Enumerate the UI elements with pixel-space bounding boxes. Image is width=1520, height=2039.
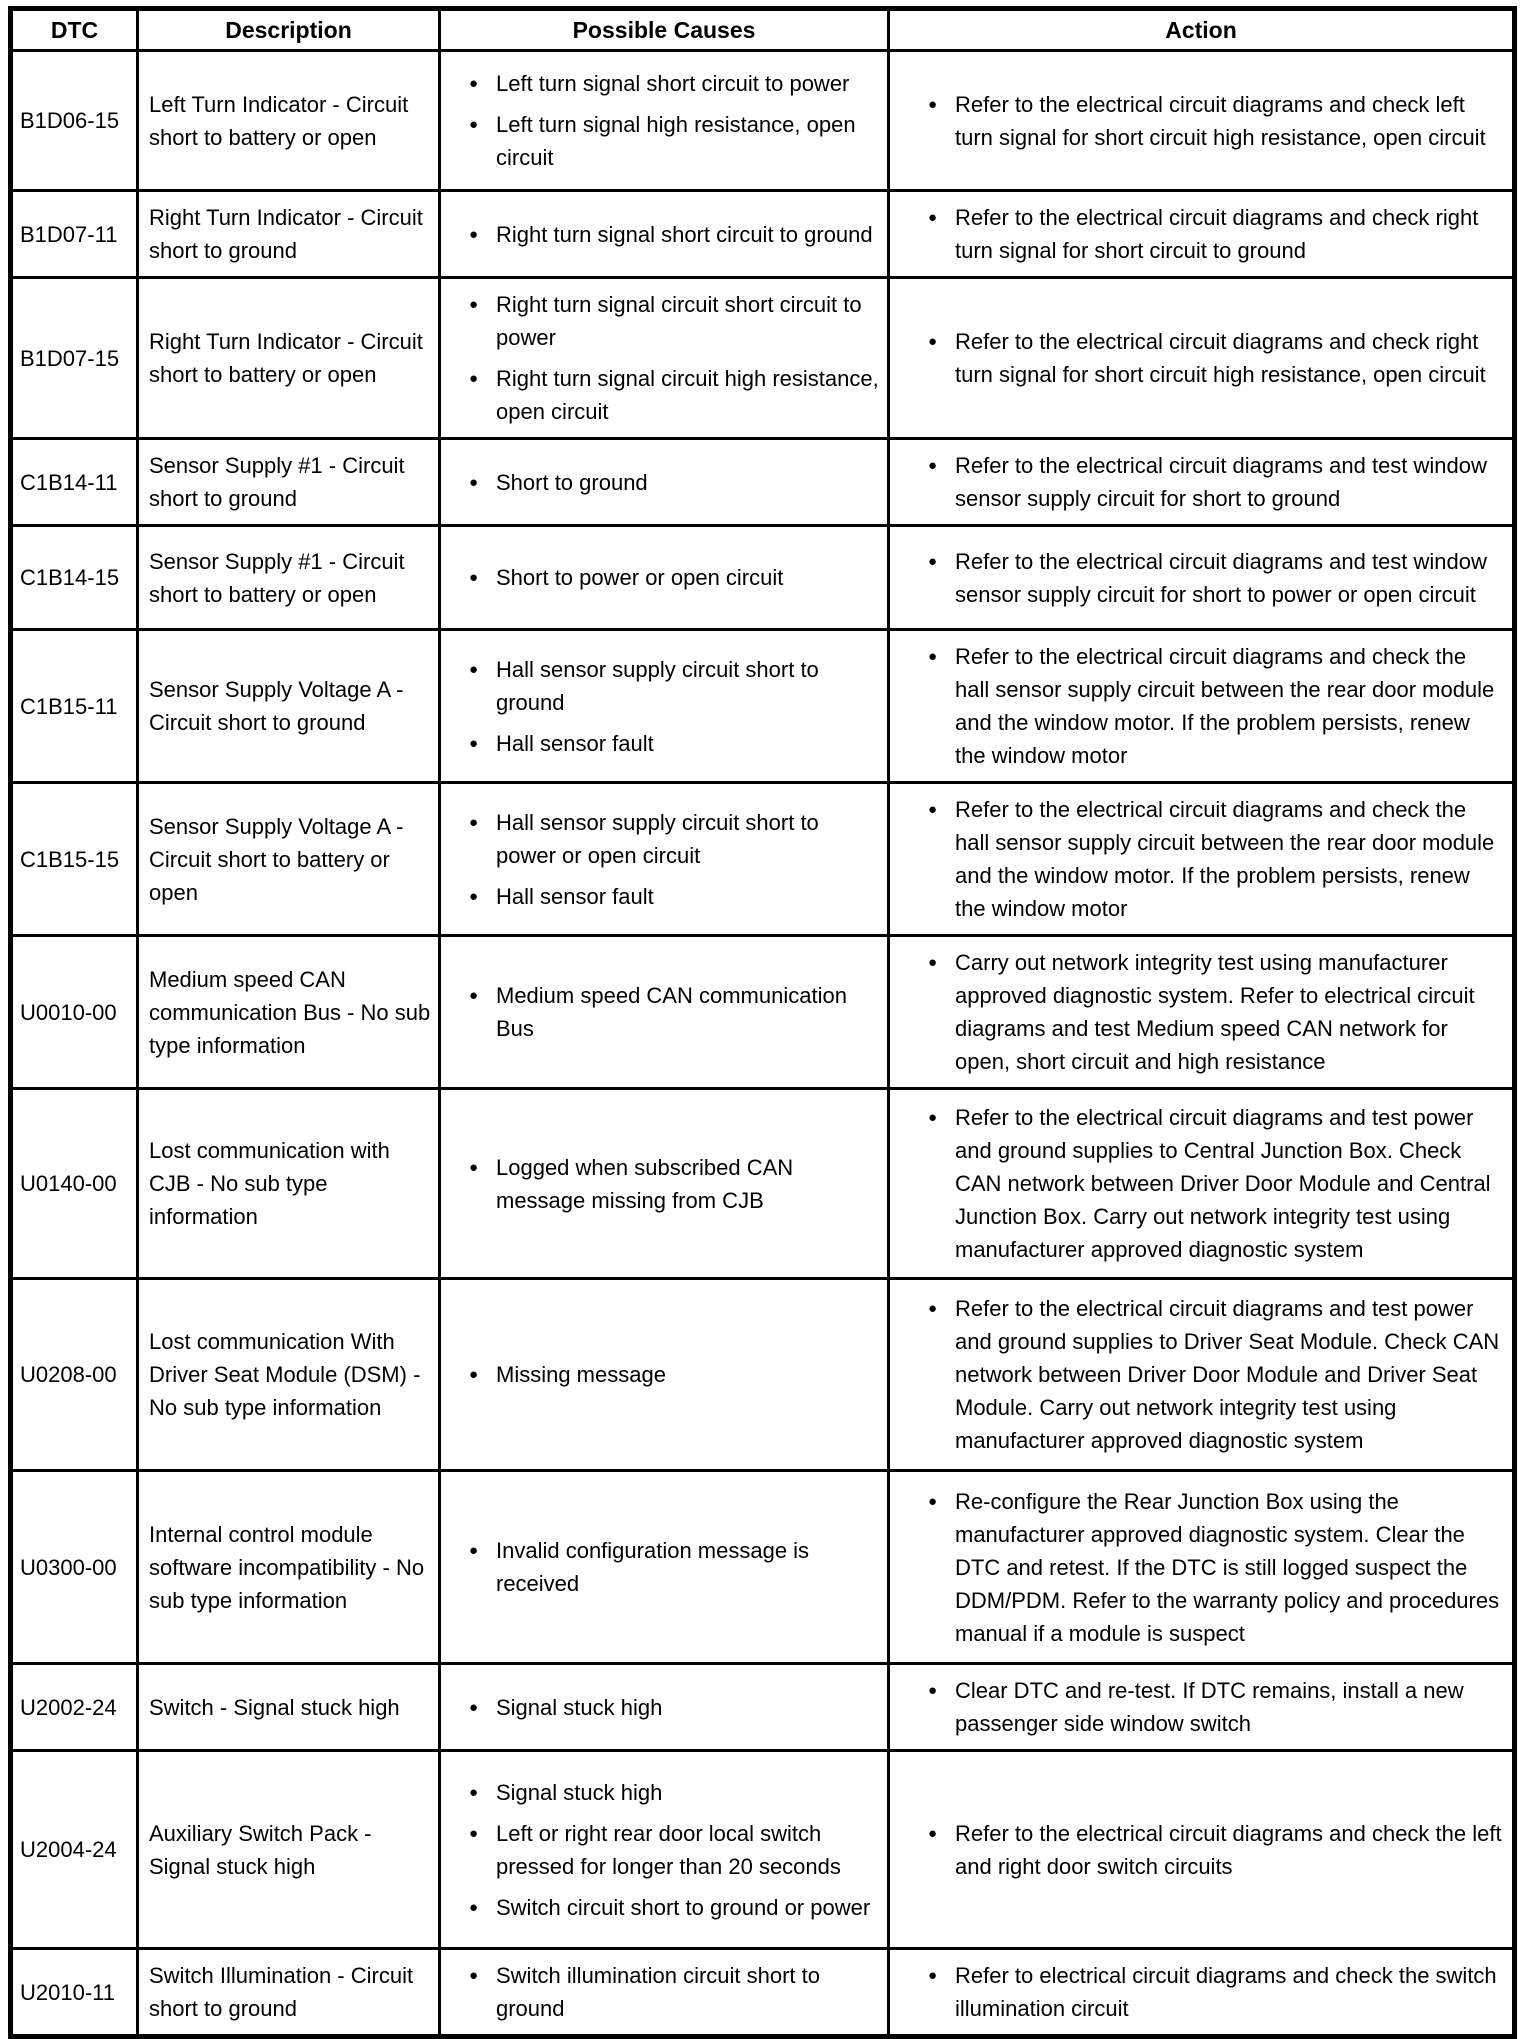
dtc-description: Sensor Supply #1 - Circuit short to battery or open xyxy=(138,526,440,630)
possible-cause xyxy=(441,561,883,594)
action-text: Refer to the electrical circuit diagrams and test window sensor supply circuit for short to ground xyxy=(955,453,1487,511)
bullet-icon: ● xyxy=(469,1698,479,1716)
dtc-code: C1B14-11 xyxy=(11,439,138,526)
dtc-description: Right Turn Indicator - Circuit short to ground xyxy=(138,191,440,278)
action xyxy=(890,1817,1504,1883)
column-header-action: Action xyxy=(889,9,1515,51)
possible-cause-text: Invalid configuration message is received xyxy=(496,1538,810,1596)
possible-cause-text: Missing message xyxy=(496,1362,666,1387)
action-cell xyxy=(889,783,1515,936)
bullet-icon: ● xyxy=(928,333,938,350)
dtc-description: Medium speed CAN communication Bus - No sub type information xyxy=(138,936,440,1089)
possible-cause-item xyxy=(441,727,883,760)
possible-cause-item xyxy=(441,653,883,719)
action-item xyxy=(890,1959,1504,2025)
action-text: Refer to the electrical circuit diagrams and check the hall sensor supply circuit between the rear door module and the window motor. If the problem persists, renew the window motor xyxy=(955,644,1495,768)
action-text: Refer to the electrical circuit diagrams and test power and ground supplies to Central Junction Box. Check CAN network between Driver Door Module and Central Junction Box. Carry out network integrity test using manufacturer approved diagnostic system xyxy=(955,1105,1491,1262)
action xyxy=(890,793,1504,925)
possible-causes-cell xyxy=(440,1664,889,1751)
action-text: Refer to the electrical circuit diagrams and check the hall sensor supply circuit between the rear door module and the window motor. If the problem persists, renew the window motor xyxy=(955,797,1495,921)
dtc-description: Switch Illumination - Circuit short to ground xyxy=(138,1949,440,2037)
bullet-icon: ● xyxy=(469,813,479,831)
action-text: Re-configure the Rear Junction Box using the manufacturer approved diagnostic system. Clear the DTC and retest. If the DTC is still logged suspect the DDM/PDM. Refer to the warranty policy and procedures manual if a module is suspect xyxy=(955,1488,1500,1646)
possible-cause-item xyxy=(441,1776,883,1809)
action-item xyxy=(890,545,1504,611)
action-item xyxy=(890,1485,1504,1650)
bullet-icon: ● xyxy=(469,1824,479,1842)
dtc-table-body xyxy=(11,51,1515,2037)
column-header-dtc: DTC xyxy=(11,9,138,51)
action-cell xyxy=(889,1664,1515,1751)
possible-causes-cell xyxy=(440,783,889,936)
bullet-icon: ● xyxy=(469,1542,479,1559)
possible-cause-text: Short to ground xyxy=(496,469,648,495)
action xyxy=(890,88,1504,154)
possible-cause-text: Signal stuck high xyxy=(496,1694,663,1720)
possible-causes-cell xyxy=(440,1949,889,2037)
table-row xyxy=(11,1949,1515,2037)
possible-causes-cell xyxy=(440,1751,889,1949)
possible-cause-text: Hall sensor supply circuit short to ground xyxy=(496,656,819,715)
possible-cause-item xyxy=(441,108,883,174)
bullet-icon: ● xyxy=(469,296,479,313)
bullet-icon: ● xyxy=(928,1300,938,1317)
bullet-icon: ● xyxy=(928,457,938,474)
dtc-code: U2002-24 xyxy=(11,1664,138,1751)
possible-causes-cell xyxy=(440,439,889,526)
possible-cause-text: Switch circuit short to ground or power xyxy=(496,1894,871,1920)
bullet-icon: ● xyxy=(469,734,479,752)
possible-cause-item xyxy=(441,1959,883,2025)
bullet-icon: ● xyxy=(928,552,938,570)
action-item xyxy=(890,449,1504,515)
action-text: Refer to the electrical circuit diagrams and check right turn signal for short circuit to ground xyxy=(955,205,1479,263)
possible-causes-cell xyxy=(440,630,889,783)
possible-cause-text: Left turn signal high resistance, open circuit xyxy=(496,112,856,170)
possible-causes-cell xyxy=(440,51,889,191)
possible-cause xyxy=(441,1534,883,1600)
dtc-description: Internal control module software incompatibility - No sub type information xyxy=(138,1471,440,1664)
possible-cause-item xyxy=(441,806,883,872)
action-item xyxy=(890,1101,1504,1266)
possible-cause-item xyxy=(441,362,883,428)
possible-causes-cell xyxy=(440,526,889,630)
dtc-description: Lost communication With Driver Seat Module (DSM) - No sub type information xyxy=(138,1279,440,1471)
possible-cause xyxy=(441,1691,883,1724)
action-item xyxy=(890,946,1504,1078)
action-item xyxy=(890,640,1504,772)
column-header-description: Description xyxy=(138,9,440,51)
dtc-table-header xyxy=(11,9,1515,51)
bullet-icon: ● xyxy=(928,1967,938,1984)
header-row xyxy=(11,9,1515,51)
action xyxy=(890,1292,1504,1457)
table-row xyxy=(11,278,1515,439)
action xyxy=(890,1959,1504,2025)
possible-cause-item xyxy=(441,1891,883,1924)
possible-causes-cell xyxy=(440,278,889,439)
dtc-description: Sensor Supply Voltage A - Circuit short to battery or open xyxy=(138,783,440,936)
action-text: Refer to the electrical circuit diagrams and check right turn signal for short circuit high resistance, open circuit xyxy=(955,329,1486,387)
action-item xyxy=(890,88,1504,154)
possible-cause-item xyxy=(441,1817,883,1883)
table-row xyxy=(11,1089,1515,1279)
possible-cause xyxy=(441,653,883,760)
action-text: Refer to electrical circuit diagrams and check the switch illumination circuit xyxy=(955,1963,1497,2021)
possible-cause-text: Left turn signal short circuit to power xyxy=(496,71,850,96)
dtc-description: Sensor Supply Voltage A - Circuit short to ground xyxy=(138,630,440,783)
dtc-code: U0010-00 xyxy=(11,936,138,1089)
dtc-code: B1D06-15 xyxy=(11,51,138,191)
possible-cause-text: Left or right rear door local switch pressed for longer than 20 seconds xyxy=(496,1820,841,1879)
dtc-code: U0300-00 xyxy=(11,1471,138,1664)
dtc-code: C1B15-15 xyxy=(11,783,138,936)
bullet-icon: ● xyxy=(469,116,479,133)
possible-cause-text: Medium speed CAN communication Bus xyxy=(496,983,847,1041)
possible-cause-item xyxy=(441,1534,883,1600)
table-row xyxy=(11,1751,1515,1949)
action xyxy=(890,449,1504,515)
action xyxy=(890,1485,1504,1650)
possible-cause-item xyxy=(441,880,883,913)
bullet-icon: ● xyxy=(928,1492,938,1510)
action xyxy=(890,201,1504,267)
possible-cause xyxy=(441,466,883,499)
action-item xyxy=(890,1817,1504,1883)
action-text: Clear DTC and re-test. If DTC remains, install a new passenger side window switch xyxy=(955,1678,1464,1736)
bullet-icon: ● xyxy=(469,1967,479,1984)
possible-cause xyxy=(441,806,883,913)
action-item xyxy=(890,1292,1504,1457)
action-item xyxy=(890,325,1504,391)
table-row xyxy=(11,630,1515,783)
action-item xyxy=(890,1674,1504,1740)
action-cell xyxy=(889,1949,1515,2037)
action-cell xyxy=(889,936,1515,1089)
possible-cause-item xyxy=(441,979,883,1045)
possible-cause-item xyxy=(441,1358,883,1391)
bullet-icon: ● xyxy=(469,370,479,387)
dtc-code: U0140-00 xyxy=(11,1089,138,1279)
possible-cause-text: Hall sensor fault xyxy=(496,883,654,909)
action-cell xyxy=(889,191,1515,278)
action xyxy=(890,545,1504,611)
action xyxy=(890,1101,1504,1266)
bullet-icon: ● xyxy=(928,209,938,226)
action-cell xyxy=(889,439,1515,526)
dtc-code: B1D07-11 xyxy=(11,191,138,278)
dtc-description: Sensor Supply #1 - Circuit short to ground xyxy=(138,439,440,526)
bullet-icon: ● xyxy=(469,473,479,491)
dtc-code: B1D07-15 xyxy=(11,278,138,439)
possible-causes-cell xyxy=(440,1471,889,1664)
bullet-icon: ● xyxy=(928,801,938,818)
action-item xyxy=(890,793,1504,925)
bullet-icon: ● xyxy=(928,1682,938,1699)
bullet-icon: ● xyxy=(928,954,938,971)
action-cell xyxy=(889,1471,1515,1664)
table-row xyxy=(11,1279,1515,1471)
bullet-icon: ● xyxy=(469,1898,479,1916)
action-cell xyxy=(889,526,1515,630)
action-cell xyxy=(889,278,1515,439)
possible-cause-text: Hall sensor supply circuit short to power or open circuit xyxy=(496,809,819,868)
action xyxy=(890,1674,1504,1740)
dtc-description: Switch - Signal stuck high xyxy=(138,1664,440,1751)
action-cell xyxy=(889,1751,1515,1949)
possible-cause xyxy=(441,1959,883,2025)
possible-cause-item xyxy=(441,288,883,354)
table-row xyxy=(11,191,1515,278)
possible-causes-cell xyxy=(440,1279,889,1471)
possible-cause xyxy=(441,1358,883,1391)
possible-cause-text: Short to power or open circuit xyxy=(496,565,784,590)
possible-cause-text: Hall sensor fault xyxy=(496,730,654,756)
dtc-description: Right Turn Indicator - Circuit short to battery or open xyxy=(138,278,440,439)
table-row xyxy=(11,526,1515,630)
possible-cause-text: Right turn signal short circuit to ground xyxy=(496,221,873,247)
dtc-description: Lost communication with CJB - No sub type information xyxy=(138,1089,440,1279)
dtc-code: C1B15-11 xyxy=(11,630,138,783)
dtc-code: U2010-11 xyxy=(11,1949,138,2037)
table-row xyxy=(11,783,1515,936)
action-text: Refer to the electrical circuit diagrams and test power and ground supplies to Driver Seat Module. Check CAN network between Driver Door Module and Driver Seat Module. Carry out network integrity test using manufacturer approved diagnostic system xyxy=(955,1296,1500,1453)
bullet-icon: ● xyxy=(928,648,938,665)
possible-causes-cell xyxy=(440,936,889,1089)
action-text: Refer to the electrical circuit diagrams and check the left and right door switch circuits xyxy=(955,1820,1502,1879)
action-item xyxy=(890,201,1504,267)
action-cell xyxy=(889,1089,1515,1279)
bullet-icon: ● xyxy=(928,1109,938,1126)
table-row xyxy=(11,1471,1515,1664)
possible-cause-item xyxy=(441,1151,883,1217)
table-row xyxy=(11,1664,1515,1751)
possible-cause-text: Right turn signal circuit high resistance, open circuit xyxy=(496,366,879,424)
bullet-icon: ● xyxy=(469,887,479,905)
dtc-code: C1B14-15 xyxy=(11,526,138,630)
possible-causes-cell xyxy=(440,191,889,278)
bullet-icon: ● xyxy=(928,1824,938,1842)
bullet-icon: ● xyxy=(469,569,479,586)
dtc-description: Auxiliary Switch Pack - Signal stuck high xyxy=(138,1751,440,1949)
table-row xyxy=(11,439,1515,526)
possible-causes-cell xyxy=(440,1089,889,1279)
table-row xyxy=(11,51,1515,191)
bullet-icon: ● xyxy=(928,95,938,113)
possible-cause xyxy=(441,979,883,1045)
table-row xyxy=(11,936,1515,1089)
possible-cause-item xyxy=(441,67,883,100)
possible-cause xyxy=(441,1776,883,1924)
possible-cause xyxy=(441,1151,883,1217)
bullet-icon: ● xyxy=(469,1783,479,1801)
bullet-icon: ● xyxy=(469,225,479,243)
dtc-code: U0208-00 xyxy=(11,1279,138,1471)
possible-cause xyxy=(441,288,883,428)
bullet-icon: ● xyxy=(469,1158,479,1176)
dtc-description: Left Turn Indicator - Circuit short to battery or open xyxy=(138,51,440,191)
bullet-icon: ● xyxy=(469,660,479,678)
bullet-icon: ● xyxy=(469,987,479,1004)
bullet-icon: ● xyxy=(469,75,479,92)
action-text: Carry out network integrity test using manufacturer approved diagnostic system. Refer to electrical circuit diagrams and test Medium speed CAN network for open, short circuit and high resistance xyxy=(955,950,1475,1074)
action xyxy=(890,640,1504,772)
column-header-possible-causes: Possible Causes xyxy=(440,9,889,51)
possible-cause-item xyxy=(441,561,883,594)
possible-cause-text: Logged when subscribed CAN message missing from CJB xyxy=(496,1154,794,1213)
possible-cause-item xyxy=(441,466,883,499)
possible-cause-text: Right turn signal circuit short circuit to power xyxy=(496,292,862,350)
action-cell xyxy=(889,1279,1515,1471)
possible-cause xyxy=(441,67,883,174)
action xyxy=(890,946,1504,1078)
bullet-icon: ● xyxy=(469,1366,479,1383)
possible-cause-text: Switch illumination circuit short to ground xyxy=(496,1963,821,2021)
action-text: Refer to the electrical circuit diagrams and test window sensor supply circuit for short to power or open circuit xyxy=(955,548,1487,607)
possible-cause-item xyxy=(441,218,883,251)
action-cell xyxy=(889,630,1515,783)
action-cell xyxy=(889,51,1515,191)
possible-cause-item xyxy=(441,1691,883,1724)
action xyxy=(890,325,1504,391)
possible-cause xyxy=(441,218,883,251)
dtc-table xyxy=(8,6,1517,2039)
action-text: Refer to the electrical circuit diagrams and check left turn signal for short circuit high resistance, open circuit xyxy=(955,91,1486,150)
possible-cause-text: Signal stuck high xyxy=(496,1779,663,1805)
dtc-code: U2004-24 xyxy=(11,1751,138,1949)
